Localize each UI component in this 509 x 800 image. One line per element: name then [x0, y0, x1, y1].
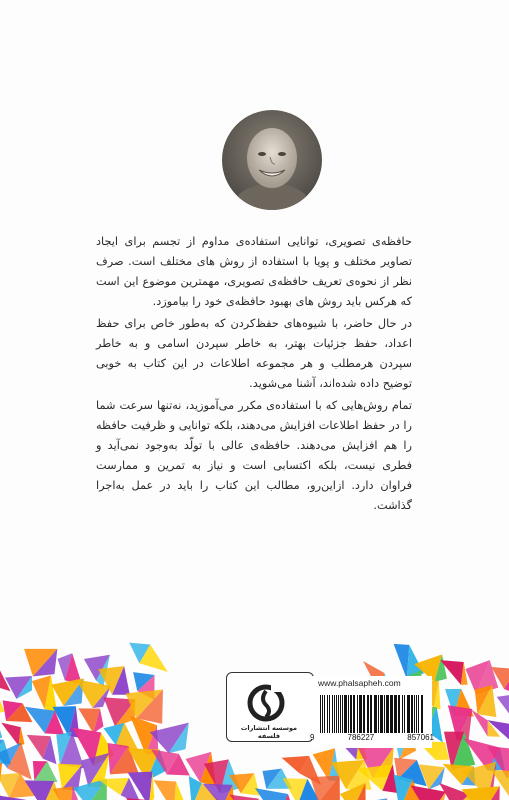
barcode-bar	[374, 695, 377, 733]
isbn-prefix: 9	[310, 733, 315, 742]
barcode-bar	[370, 695, 372, 733]
barcode-bar	[407, 695, 410, 733]
publisher-name: موسسه انتشارات فلسفه	[240, 724, 298, 740]
barcode-bar	[414, 695, 415, 733]
barcode-bar	[327, 695, 328, 733]
barcode-bar	[332, 695, 333, 733]
barcode-bar	[340, 695, 341, 733]
mosaic-triangle	[0, 663, 11, 691]
barcode-bar	[367, 695, 369, 733]
blurb-text	[96, 232, 412, 518]
barcode-bar	[411, 695, 413, 733]
mosaic-triangle	[255, 788, 288, 800]
author-portrait	[222, 110, 322, 210]
barcode-bar	[421, 695, 423, 733]
barcode-bar	[322, 695, 323, 733]
barcode-bar	[384, 695, 385, 733]
barcode-bar	[336, 695, 337, 733]
barcode-bar	[363, 695, 365, 733]
barcode-bar	[394, 695, 397, 733]
barcode-bar	[329, 695, 330, 733]
barcode-bar	[334, 695, 335, 733]
barcode-bar	[324, 695, 325, 733]
isbn-number	[310, 733, 434, 742]
mosaic-triangle	[497, 693, 509, 719]
barcode-bar	[357, 695, 358, 733]
isbn-group-2: 857061	[407, 733, 434, 742]
barcode-bar	[378, 695, 379, 733]
mosaic-triangle	[230, 795, 259, 800]
barcode-bar	[390, 695, 393, 733]
blurb-paragraph-2: در حال حاضر، با شیوه‌های حفظ‌کردن که به‌طور خاص برای حفظ اعداد، حفظ جزئیات بهتر، به خاطر سپردن اسامی و به خاطر سپردن هرمطلب و هر مجموعه اطلاعات در این کتاب به خوبی توضیح داده شده‌اند، آشنا می‌شوید.	[96, 317, 412, 390]
barcode-bar	[348, 695, 349, 733]
barcode-bar	[344, 695, 347, 733]
blurb-paragraph-1: حافظه‌ی تصویری، توانایی استفاده‌ی مداوم از تجسم برای ایجاد تصاویر مختلف و پویا با استفاده از روش های مختلف است. صرف نظر از نحوه‌ی تعریف حافظه‌ی تصویری، مهمترین موضوع این است که هرکس باید روش های بهبود حافظه‌ی خود را بیاموزد.	[96, 235, 412, 308]
isbn-group-1: 786227	[347, 733, 375, 742]
barcode-bar	[320, 695, 321, 733]
publisher-logo-icon	[243, 681, 289, 727]
blurb-paragraph-3: تمام روش‌هایی که با استفاده‌ی مکرر می‌آموزید، نه‌تنها سرعت شما را در حفظ اطلاعات افزایش می‌دهند، بلکه توانایی و ظرفیت حافظه را هم افزایش می‌دهند. حافظه‌ی عالی با تولّد به‌وجود نمی‌آید و فطری نیست، بلکه اکتسابی است و نیاز به تمرین و ممارست فراوان دارد. ازاین‌رو، مطالب این کتاب را باید در عمل به‌اجرا گذاشت.	[96, 399, 412, 512]
barcode-bar	[380, 695, 383, 733]
isbn-barcode	[318, 695, 426, 733]
barcode-bar	[386, 695, 389, 733]
barcode-bar	[416, 695, 417, 733]
barcode-bar	[404, 695, 405, 733]
mosaic-triangle	[394, 644, 410, 679]
barcode-bar	[359, 695, 362, 733]
mosaic-triangle	[154, 780, 177, 800]
barcode-bar	[342, 695, 343, 733]
barcode-bar	[398, 695, 400, 733]
publisher-url: www.phalsapheh.com	[318, 678, 401, 688]
barcode-bar	[418, 695, 419, 733]
barcode-bar	[353, 695, 355, 733]
barcode-bar	[350, 695, 352, 733]
barcode-bar	[402, 695, 403, 733]
barcode-bar	[338, 695, 339, 733]
